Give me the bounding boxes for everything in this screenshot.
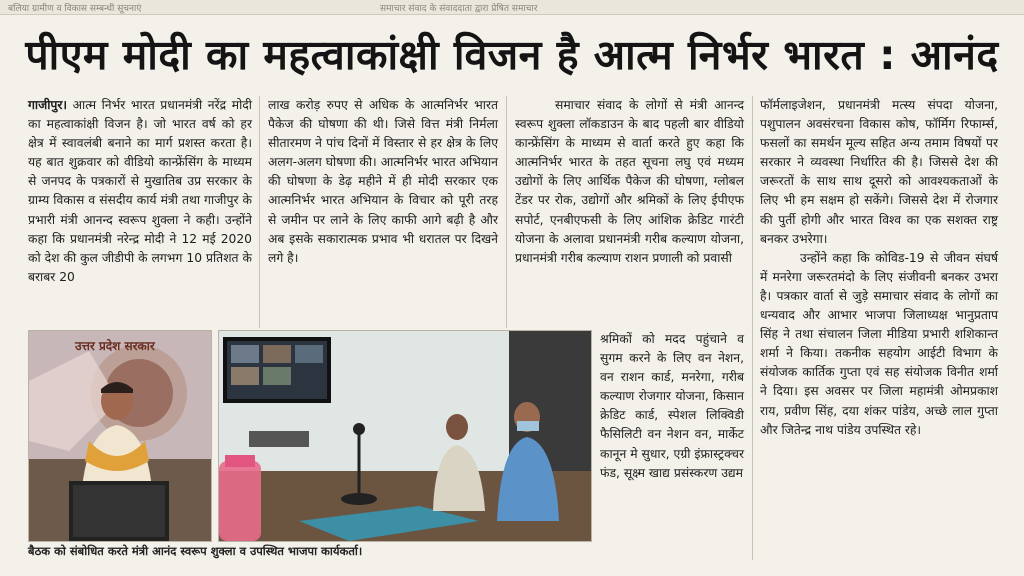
top-strip (0, 0, 1024, 15)
photo-minister-illustration (29, 331, 211, 541)
column-4-paragraph-1: फॉर्मलाइजेशन, प्रधानमंत्री मत्स्य संपदा योजना, पशुपालन अवसंरचना विकास कोष, फॉर्मिग रिफार्म्स, फसलों का समर्थन मूल्य सहित अन्य तमाम विषयों पर सरकार ने व्यवस्था निर्धारित की है। जिससे देश की जरूरतों के साथ साथ दूसरो को आवश्यकताओं के लिए भी हम सक्षम हो सकेंगे। जिससे देश में रोजगार की पुर्ती होगी और भारत विश्व का एक सशक्त राष्ट्र बनकर उभरेगा। (760, 98, 998, 246)
photo-banner-text: उत्तर प्रदेश सरकार (75, 339, 155, 353)
column-4-paragraph-2: उन्होंने कहा कि कोविड-19 से जीवन संघर्ष में मनरेगा जरूरतमंदो के लिए संजीवनी बनकर उभरा है। पत्रकार वार्ता से जुड़े समाचार संवाद के लोगों का धन्यवाद और आभार भाजपा जिलाध्यक्ष भानुप्रताप सिंह ने तथा संचालन जिला मीडिया प्रभारी शशिकान्त शर्मा ने किया। तकनीक सहयोग आईटी विभाग के संयोजक कार्तिक गुप्ता एवं सह संयोजक विनीत शर्मा ने दिया। इस अवसर पर जिला महामंत्री ओमप्रकाश राय, प्रवीण सिंह, दया शंकर पांडेय, अच्छे लाल गुप्ता और जितेन्द्र नाथ पांडेय उपस्थित रहे। (760, 250, 998, 437)
column-3-text: समाचार संवाद के लोगों से मंत्री आनन्द स्वरूप शुक्ला लॉकडाउन के बाद पहली बार वीडियो कान्फ्रेंसिंग के माध्यम से वार्ता करते हुए कहा कि आत्मनिर्भर भारत के तहत सूचना लघु एवं मध्यम उद्योगों के लिए आर्थिक पैकेज की घोषणा, ग्लोबल टेंडर पर रोक, उद्योगों और श्रमिकों के लिए ईपीएफ सपोर्ट, एनबीएफसी के लिए आंशिक क्रेडिट गारंटी योजना के अलावा प्रधानमंत्री गरीब कल्याण योजना, प्रधानमंत्री गरीब कल्याण राशन प्रणाली को प्रवासी (515, 98, 744, 265)
column-rule-3 (752, 96, 753, 560)
column-2-text: लाख करोड़ रुपए से अधिक के आत्मनिर्भर भारत पैकेज की घोषणा की थी। जिसे वित्त मंत्री निर्मला सीतारमण ने पांच दिनों में विस्तार से हर क्षेत्र के लिए अलग-अलग घोषणा की। आत्मनिर्भर भारत अभियान की घोषणा के डेढ़ महीने में ही मोदी सरकार एक आत्मनिर्भर भारत अभियान के विचार को पूरी तरह से जमीन पर लाने के लिए काफी आगे बढ़ी है और अब इसके सकारात्मक प्रभाव भी धरातल पर दिखने लगे है। (268, 98, 498, 265)
photo-meeting-illustration (219, 331, 591, 541)
column-3-continued-text: श्रमिकों को मदद पहुंचाने व सुगम करने के लिए वन नेशन, वन राशन कार्ड, मनरेगा, गरीब कल्याण रोजगार योजना, किसान क्रेडिट कार्ड, स्पेशल लिक्विडी फैसिलिटी वन नेशन वन, मार्केट कानून मे सुधार, एग्री इंफ्रास्ट्रक्चर फंड, सूक्ष्म खाद्य प्रसंस्करण उद्यम (600, 332, 744, 480)
headline: पीएम मोदी का महत्वाकांक्षी विजन है आत्म निर्भर भारत : आनंद (25, 31, 999, 79)
dateline: गाजीपुर। (28, 98, 68, 112)
article-column-2 (268, 96, 498, 328)
top-strip-left-text: बलिया ग्रामीण व विकास सम्बन्धी सूचनाएं (8, 4, 142, 14)
column-rule-1 (259, 96, 260, 328)
article-column-3 (515, 96, 744, 328)
column-1-text: आत्म निर्भर भारत प्रधानमंत्री नरेंद्र मोदी का महत्वाकांक्षी विजन है। जो भारत वर्ष को हर क्षेत्र में स्वावलंबी बनाने का मार्ग प्रशस्त करता है। यह बात शुक्रवार को वीडियो कान्फ्रेंसिंग के माध्यम से जनपद के पत्रकारों से मुखातिब उप्र सरकार के ग्राम्य विकास व संसदीय कार्य मंत्री तथा गाजीपुर के प्रभारी मंत्री आनन्द स्वरूप शुक्ला ने कही। उन्होंने कहा कि प्रधानमंत्री नरेन्द्र मोदी ने 12 मई 2020 को देश की कुल जीडीपी के लगभग 10 प्रतिशत के बराबर 20 (28, 98, 252, 284)
article-column-1 (28, 96, 252, 328)
top-strip-right-text: समाचार संवाद के संवाददाता द्वारा प्रेषित समाचार (380, 4, 538, 14)
article-column-3-continued (600, 330, 744, 562)
article-column-4 (760, 96, 998, 564)
photo-meeting-room (218, 330, 592, 542)
photo-minister-video-conference (28, 330, 212, 542)
column-rule-2 (506, 96, 507, 328)
photo-caption: बैठक को संबोधित करते मंत्री आनंद स्वरूप शुक्ला व उपस्थित भाजपा कार्यकर्ता। (28, 544, 363, 558)
